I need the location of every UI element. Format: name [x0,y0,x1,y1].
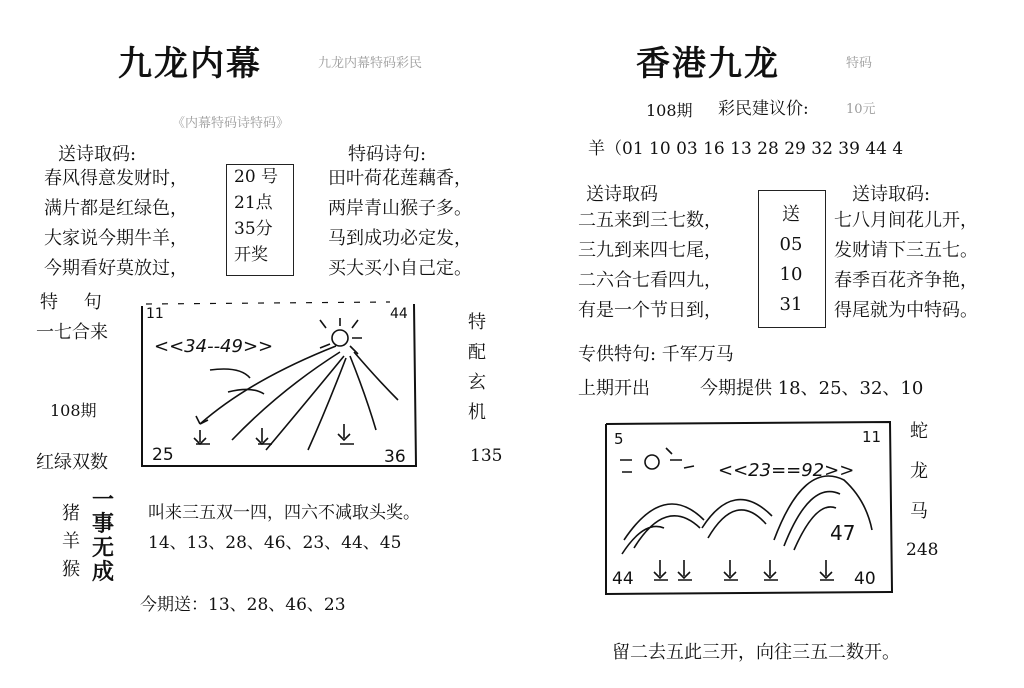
offer-numbers: 今期提供 18、25、32、10 [700,378,924,399]
bottom-line: 留二去五此三开，向往三五二数开。 [612,642,900,663]
zodiac-char: 龙 [910,461,928,482]
red-green-label: 红绿双数 [36,452,108,473]
right-sketch-num-tl: 5 [614,430,624,448]
mystic-value: 135 [470,446,503,466]
special-phrase: 一七合来 [36,322,108,343]
poem-line: 田叶荷花莲藕香， [328,168,472,189]
left-title-side: 九龙内幕特码彩民 [318,56,423,71]
price-value: 10元 [846,102,876,117]
zodiac-char: 蛇 [910,421,928,442]
draw-minute: 35分 [234,219,273,239]
zodiac-char: 马 [910,501,928,522]
slogan-char: 无 [92,535,115,561]
left-sketch-num-tl: 11 [146,306,164,322]
last-draw: 上期开出 [578,378,650,399]
poem-line: 有是一个节日到， [578,300,722,321]
poem-line: 马到成功必定发， [328,228,472,249]
left-subtitle: 《内幕特码诗特码》 [172,116,290,131]
price-label: 彩民建议价: [718,99,809,119]
poem-line: 三九到来四七尾， [578,240,722,261]
slogan-vertical [92,488,114,584]
slogan-char: 事 [92,511,115,537]
right-sketch-num-br: 40 [854,569,876,589]
draw-label: 开奖 [234,245,268,265]
draw-time [234,164,278,268]
chant: 叫来三五双一四，四六不减取头奖。 [148,503,420,523]
right-send-heading-right: 送诗取码: [852,184,931,205]
send-box-label: 送 [782,204,800,225]
right-issue: 108期 [646,101,693,120]
left-issue: 108期 [50,401,97,420]
slogan-char: 成 [92,559,115,585]
poem-line: 大家说今期牛羊， [44,228,188,249]
zodiac-char: 羊 [62,531,80,552]
left-send-heading: 送诗取码: [58,144,137,165]
right-sketch [604,420,894,596]
poem-line: 今期看好莫放过， [44,258,188,279]
poem-line: 二五来到三七数， [578,210,722,231]
right-poem-right [834,206,978,326]
right-sketch-num-mid: 47 [830,521,856,545]
send-box-values [758,200,824,320]
send-box-num: 10 [779,264,803,285]
right-title: 香港九龙 [636,44,780,84]
mystic-vertical [468,308,486,428]
special-offer: 专供特句: 千军万马 [578,344,734,365]
left-special-heading: 特码诗句: [348,144,427,165]
right-zodiac-value: 248 [906,540,939,560]
left-title: 九龙内幕 [118,44,262,84]
poem-line: 发财请下三五七。 [834,240,978,261]
poem-line: 满片都是红绿色， [44,198,188,219]
left-sketch-num-bl: 25 [152,445,174,465]
draw-hour: 21点 [234,193,273,213]
sheep-line: 羊（01 10 03 16 13 28 29 32 39 44 4 [588,139,904,159]
left-sketch-formula: <<34--49>> [154,336,274,357]
special-phrase-label: 特 句 [40,292,112,313]
mystic-char: 配 [468,342,486,363]
poem-line: 七八月间花儿开， [834,210,978,231]
left-sketch-num-br: 36 [384,447,406,467]
send-box-num: 31 [779,294,803,315]
left-poem-left [44,164,188,284]
poem-line: 两岸青山猴子多。 [328,198,472,219]
poem-line: 二六合七看四九， [578,270,722,291]
right-zodiac-vertical [910,412,928,532]
poem-line: 春风得意发财时， [44,168,188,189]
poem-line: 春季百花齐争艳， [834,270,978,291]
mystic-char: 特 [468,312,486,333]
right-poem-left [578,206,722,326]
slogan-char: 一 [92,487,115,513]
zodiac-vertical [62,500,80,584]
draw-date: 20 号 [234,167,279,187]
left-poem-right [328,164,472,284]
left-send-line: 今期送：13、28、46、23 [140,595,346,615]
right-title-side: 特码 [846,56,873,71]
poem-line: 买大买小自己定。 [328,258,472,279]
right-send-heading-left: 送诗取码 [586,184,658,205]
right-sketch-formula: <<23==92>> [718,460,855,481]
right-sketch-num-bl: 44 [612,569,634,589]
send-box-num: 05 [779,234,803,255]
left-sketch [140,300,420,470]
poem-line: 得尾就为中特码。 [834,300,978,321]
zodiac-char: 猪 [62,503,80,524]
right-sketch-num-tr: 11 [862,428,882,446]
mystic-char: 玄 [468,372,486,393]
left-sketch-num-tr: 44 [390,306,408,322]
zodiac-char: 猴 [62,559,80,580]
mystic-char: 机 [468,402,486,423]
left-numbers-line: 14、13、28、46、23、44、45 [148,533,402,553]
